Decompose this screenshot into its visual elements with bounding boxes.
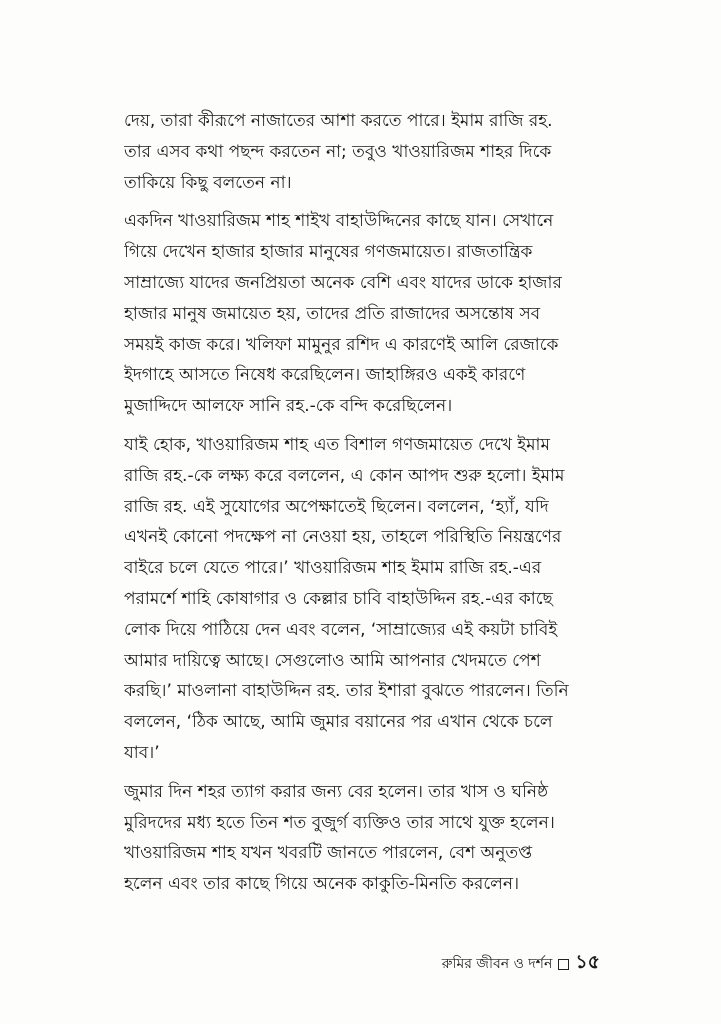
text-line: তার এসব কথা পছন্দ করতেন না; তবুও খাওয়ারিজম শাহর দিকে bbox=[124, 141, 552, 162]
text-line: পরামর্শে শাহি কোষাগার ও কেল্লার চাবি বাহাউদ্দিন রহ.-এর কাছে bbox=[124, 588, 553, 609]
book-title: রুমির জীবন ও দর্শন bbox=[441, 956, 553, 972]
page-number: ১৫ bbox=[575, 951, 600, 973]
text-line: করছি।’ মাওলানা বাহাউদ্দিন রহ. তার ইশারা বুঝতে পারলেন। তিনি bbox=[124, 681, 569, 702]
text-line: আমার দায়িত্বে আছে। সেগুলোও আমি আপনার খেদমতে পেশ bbox=[124, 650, 541, 671]
page-footer bbox=[430, 951, 600, 977]
text-line: হাজার মানুষ জমায়েত হয়, তাদের প্রতি রাজাদের অসন্তোষ সব bbox=[124, 303, 541, 324]
paragraph-2 bbox=[124, 206, 596, 422]
text-line: বললেন, ‘ঠিক আছে, আমি জুমার বয়ানের পর এখান থেকে চলে bbox=[124, 712, 553, 733]
text-line: খাওয়ারিজম শাহ যখন খবরটি জানতে পারলেন, বেশ অনুতপ্ত bbox=[124, 843, 533, 864]
square-icon bbox=[558, 959, 569, 970]
paragraph-3 bbox=[124, 430, 596, 769]
page-body bbox=[124, 106, 596, 908]
text-line: রাজি রহ.-কে লক্ষ্য করে বললেন, এ কোন আপদ শুরু হলো। ইমাম bbox=[124, 465, 565, 486]
text-line: একদিন খাওয়ারিজম শাহ শাইখ বাহাউদ্দিনের কাছে যান। সেখানে bbox=[124, 211, 554, 232]
text-line: গিয়ে দেখেন হাজার হাজার মানুষের গণজমায়েত। রাজতান্ত্রিক bbox=[124, 242, 533, 263]
paragraph-4 bbox=[124, 777, 596, 900]
text-line: রাজি রহ. এই সুযোগের অপেক্ষাতেই ছিলেন। বললেন, ‘হ্যাঁ, যদি bbox=[124, 496, 549, 517]
text-line: সাম্রাজ্যে যাদের জনপ্রিয়তা অনেক বেশি এবং যাদের ডাকে হাজার bbox=[124, 272, 562, 293]
text-line: মুজাদ্দিদে আলফে সানি রহ.-কে বন্দি করেছিলেন। bbox=[124, 396, 453, 417]
text-line: সময়ই কাজ করে। খলিফা মামুনুর রশিদ এ কারণেই আলি রেজাকে bbox=[124, 334, 559, 355]
text-line: লোক দিয়ে পাঠিয়ে দেন এবং বলেন, ‘সাম্রাজ্যের এই কয়টা চাবিই bbox=[124, 619, 558, 640]
text-line: এখনই কোনো পদক্ষেপ না নেওয়া হয়, তাহলে পরিস্থিতি নিয়ন্ত্রণের bbox=[124, 527, 562, 548]
text-line: যাব।’ bbox=[124, 742, 160, 763]
paragraph-1 bbox=[124, 106, 596, 198]
text-line: হলেন এবং তার কাছে গিয়ে অনেক কাকুতি-মিনতি করলেন। bbox=[124, 874, 520, 895]
text-line: ইদগাহে আসতে নিষেধ করেছিলেন। জাহাঙ্গিরও একই কারণে bbox=[124, 365, 526, 386]
text-line: মুরিদদের মধ্য হতে তিন শত বুজুর্গ ব্যক্তিও তার সাথে যুক্ত হলেন। bbox=[124, 812, 555, 833]
text-line: তাকিয়ে কিছু বলতেন না। bbox=[124, 172, 292, 193]
text-line: জুমার দিন শহর ত্যাগ করার জন্য বের হলেন। তার খাস ও ঘনিষ্ঠ bbox=[124, 781, 549, 802]
text-line: বাইরে চলে যেতে পারে।’ খাওয়ারিজম শাহ ইমাম রাজি রহ.-এর bbox=[124, 558, 542, 579]
text-line: দেয়, তারা কীরূপে নাজাতের আশা করতে পারে। ইমাম রাজি রহ. bbox=[124, 111, 553, 131]
text-line: যাই হোক, খাওয়ারিজম শাহ এত বিশাল গণজমায়েত দেখে ইমাম bbox=[124, 434, 550, 455]
